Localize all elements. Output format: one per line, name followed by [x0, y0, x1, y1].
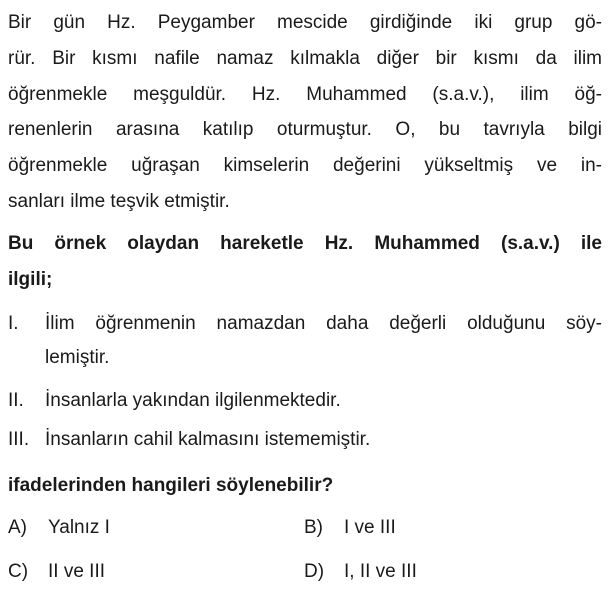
option-d-text: I, II ve III: [344, 561, 417, 582]
option-b-letter: B): [304, 517, 323, 538]
option-a[interactable]: [8, 516, 110, 540]
statement-numeral-ii: II.: [8, 390, 24, 411]
question-stem-line: ilgili;: [8, 269, 53, 290]
statement-numeral-iii: III.: [8, 429, 30, 450]
option-c-text: II ve III: [48, 561, 106, 582]
option-c-letter: C): [8, 561, 29, 582]
option-c[interactable]: [8, 560, 105, 584]
statement-i-line: İlim öğrenmenin namazdan daha değerli olduğunu söy-: [45, 313, 602, 334]
option-a-letter: A): [8, 517, 27, 538]
statement-i-line: lemiştir.: [45, 347, 110, 368]
question-stem-line: Bu örnek olaydan hareketle Hz. Muhammed (s.a.v.) ile: [8, 233, 602, 254]
option-d[interactable]: [304, 560, 417, 584]
passage-line: renenlerin arasına katılıp oturmuştur. O, bu tavrıyla bilgi: [8, 119, 602, 140]
option-b[interactable]: [304, 516, 396, 540]
passage-line: öğrenmekle meşguldür. Hz. Muhammed (s.a.v.), ilim öğ-: [8, 84, 602, 105]
passage-line: Bir gün Hz. Peygamber mescide girdiğinde iki grup gö-: [8, 12, 602, 33]
option-a-text: Yalnız I: [48, 517, 110, 538]
statement-ii-line: İnsanlarla yakından ilgilenmektedir.: [45, 390, 341, 411]
question-prompt: ifadelerinden hangileri söylenebilir?: [8, 475, 334, 496]
statement-numeral-i: I.: [8, 313, 19, 334]
statement-iii-line: İnsanların cahil kalmasını istememiştir.: [45, 429, 371, 450]
option-b-text: I ve III: [344, 517, 396, 538]
passage-line: öğrenmekle uğraşan kimselerin değerini yükseltmiş ve in-: [8, 155, 602, 176]
passage-line: sanları ilme teşvik etmiştir.: [8, 191, 230, 212]
option-d-letter: D): [304, 561, 325, 582]
passage-line: rür. Bir kısmı nafile namaz kılmakla diğer bir kısmı da ilim: [8, 48, 602, 69]
